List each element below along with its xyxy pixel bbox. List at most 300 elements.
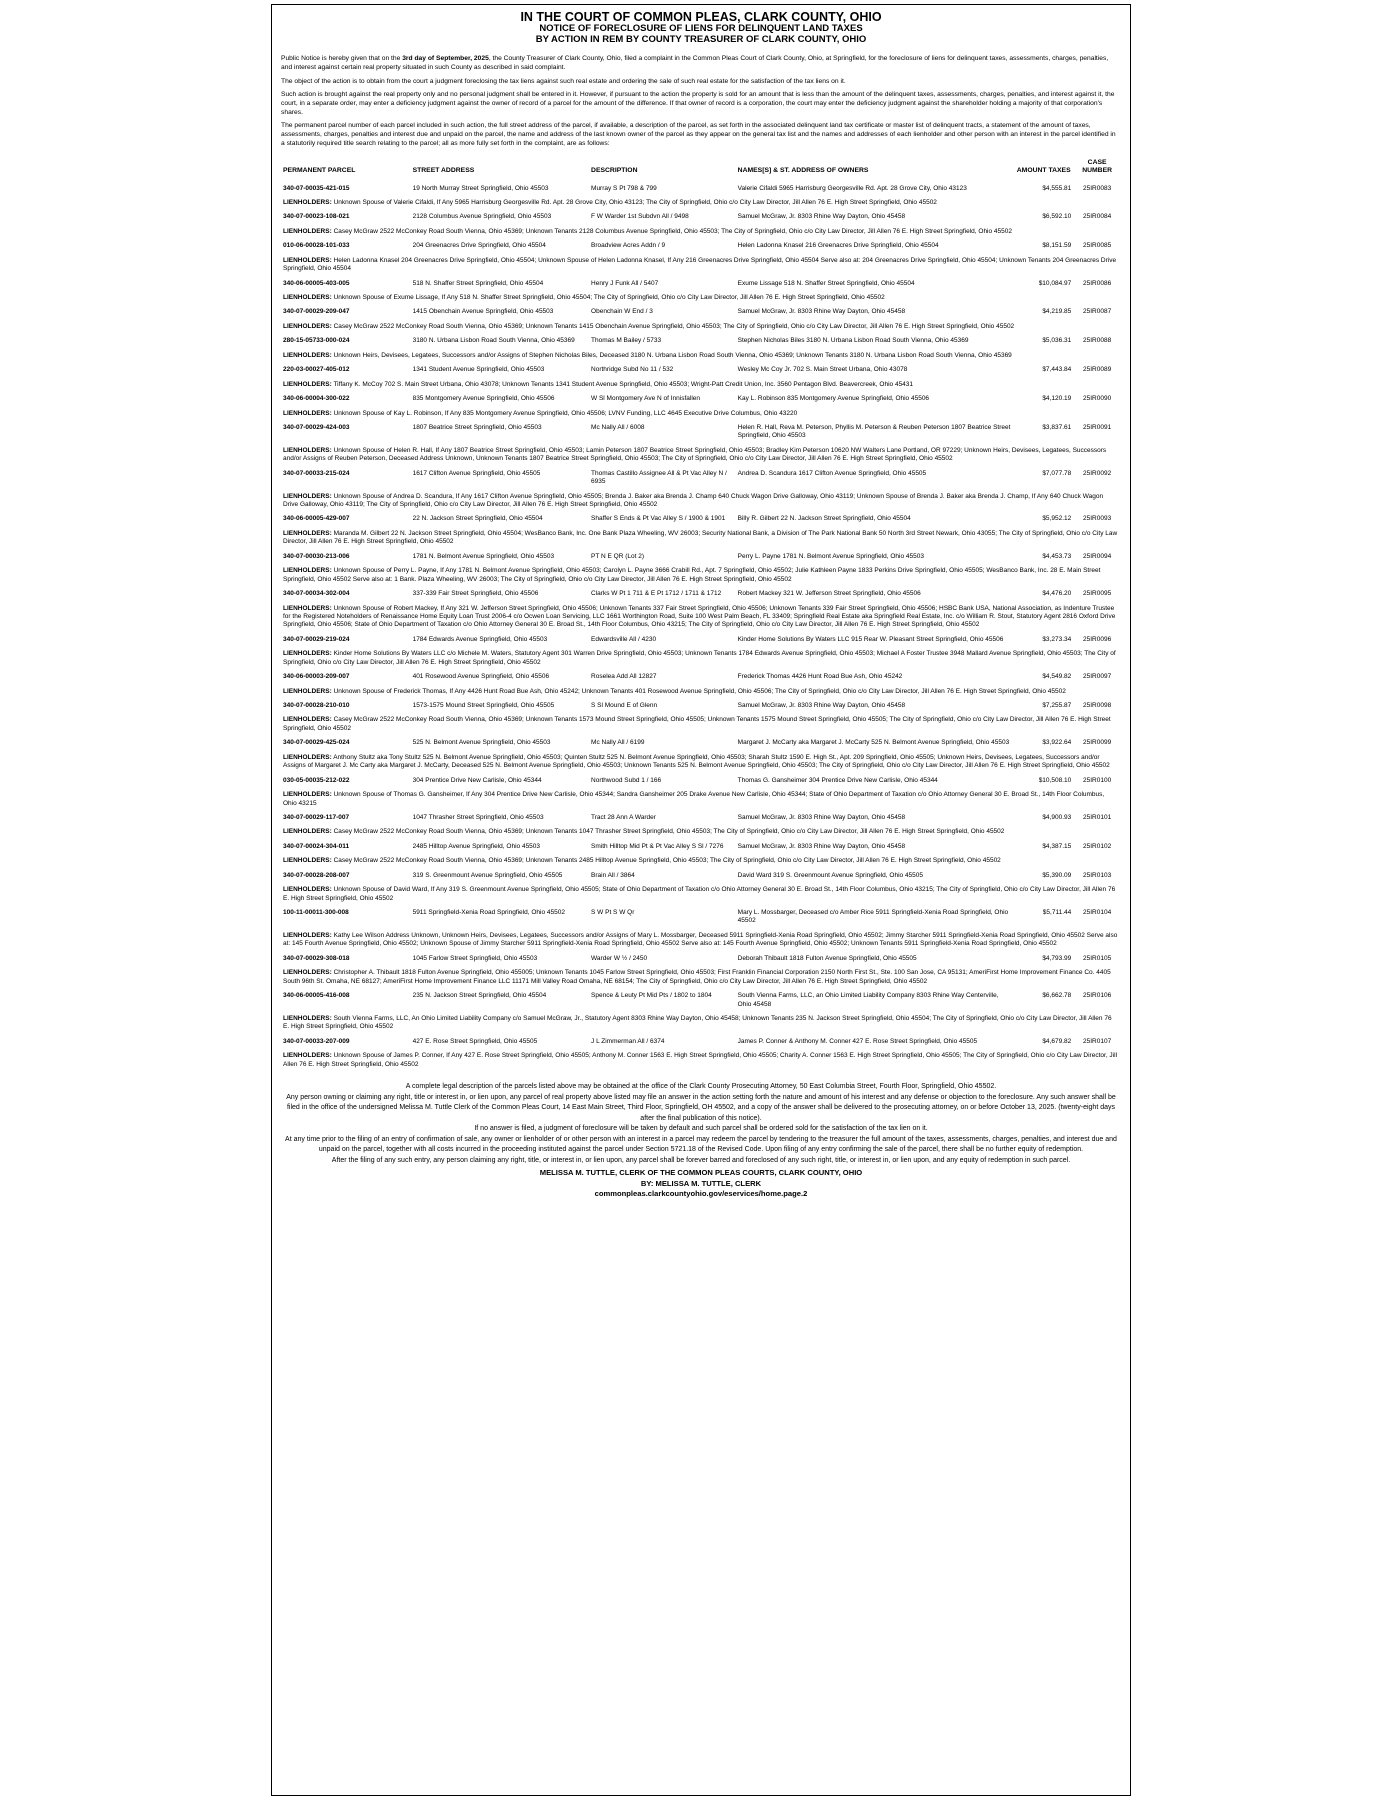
amount-taxes: $4,219.85	[1042, 308, 1072, 316]
lienholders-text: Tiffany K. McCoy 702 S. Main Street Urbana, Ohio 43078; Unknown Tenants 1341 Student Avenue Springfield, Ohio 45503; Wright-Patt Credit Union, Inc. 3560 Pentagon Blvd. Beavercreek, Ohio 45431	[333, 380, 914, 388]
owner-name-address: Exume Lissage 518 N. Shaffer Street Springfield, Ohio 45504	[737, 279, 915, 287]
amount-taxes: $4,476.20	[1042, 590, 1072, 598]
col-header-case: CASE NUMBER	[1082, 158, 1113, 175]
parcel-number: 030-05-00035-212-022	[283, 776, 350, 784]
street-address: 1341 Student Avenue Springfield, Ohio 45503	[412, 366, 545, 374]
lienholders-cell	[281, 650, 1121, 670]
clerk-title: MELISSA M. TUTTLE, CLERK OF THE COMMON PLEAS COURTS, CLARK COUNTY, OHIO	[539, 1168, 863, 1178]
parcel-description: S W Pt S W Qr	[591, 909, 635, 917]
parcel-row	[281, 392, 1121, 409]
case-number: 25IR0084	[1083, 213, 1112, 221]
col-header-parcel: PERMANENT PARCEL	[283, 167, 356, 175]
lienholders-row	[281, 886, 1121, 906]
lienholders-cell	[281, 294, 1121, 305]
lienholders-cell	[281, 352, 1121, 363]
lienholders-row	[281, 530, 1121, 550]
parcel-row	[281, 670, 1121, 687]
amount-taxes: $7,255.87	[1042, 702, 1072, 710]
parcel-number: 340-06-00004-300-022	[283, 395, 350, 403]
parcel-number: 340-06-00005-416-008	[283, 992, 350, 1000]
lienholders-label: LIENHOLDERS:	[283, 446, 332, 454]
parcel-number: 340-07-00029-424-003	[283, 423, 350, 431]
clerk-signature-block	[281, 1168, 1121, 1200]
case-number: 25IR0100	[1083, 776, 1112, 784]
owner-name-address: Samuel McGraw, Jr. 8303 Rhine Way Dayton, Ohio 45458	[737, 308, 906, 316]
parcel-number: 280-15-05733-000-024	[283, 337, 350, 345]
amount-taxes: $10,084.97	[1038, 279, 1072, 287]
lienholders-text: Unknown Spouse of Perry L. Payne, If Any 1781 N. Belmont Avenue Springfield, Ohio 45503; Carolyn L. Payne 3666 Crabill Rd., Apt. 7 Springfield, Ohio 45502; Julie Kathleen Payne 1833 Perkins Drive Springfield, Ohio 45505; WesBanco Bank, Inc. 28 E. Main Street Springfield, Ohio 45502 Serve also at: 1 Bank. Plaza Wheeling, WV 26003; The City of Springfield, Ohio c/o City Law Director, Jill Allen 76 E. High Street Springfield, Ohio 45502	[283, 567, 1101, 583]
lienholders-label: LIENHOLDERS:	[283, 529, 332, 537]
lienholders-label: LIENHOLDERS:	[283, 294, 332, 302]
case-number: 25IR0096	[1083, 635, 1112, 643]
street-address: 1573-1575 Mound Street Springfield, Ohio 45505	[412, 702, 555, 710]
amount-taxes: $4,793.99	[1042, 954, 1072, 962]
parcel-row	[281, 699, 1121, 716]
amount-taxes: $5,390.09	[1042, 871, 1072, 879]
notice-header	[281, 10, 1121, 45]
col-header-amount: AMOUNT TAXES	[1016, 167, 1071, 175]
case-number: 25IR0094	[1083, 552, 1112, 560]
street-address: 319 S. Greenmount Avenue Springfield, Ohio 45505	[412, 871, 563, 879]
lienholders-cell	[281, 257, 1121, 277]
owner-name-address: Frederick Thomas 4426 Hunt Road Bue Ash, Ohio 45242	[737, 673, 903, 681]
case-number: 25IR0097	[1083, 673, 1112, 681]
amount-taxes: $10,508.10	[1038, 776, 1072, 784]
amount-taxes: $6,592.10	[1042, 213, 1072, 221]
parcel-number: 340-07-00033-215-024	[283, 469, 350, 477]
lienholders-text: Unknown Spouse of Andrea D. Scandura, If Any 1617 Clifton Avenue Springfield, Ohio 45505; Brenda J. Baker aka Brenda J. Champ 640 Chuck Wagon Drive Galloway, Ohio 43119; Unknown Spouse of Brenda J. Baker aka Brenda J. Champ, If Any 640 Chuck Wagon Drive Galloway, Ohio 43119; The City of Springfield, Ohio c/o City Law Director, Jill Allen 76 E. High Street Springfield, Ohio 45502	[283, 492, 1104, 509]
lienholders-cell	[281, 493, 1121, 513]
intro-paragraph-4: The permanent parcel number of each parcel included in such action, the full street address of the parcel, if available, a description of the parcel, as set forth in the associated delinquent land tax certificate or master list of delinquent tracts, a statement of the amount of taxes, assessments, charges, penalties and interest due and unpaid on the parcel, the name and address of the last known owner of the parcel as they appear on the general tax list and the names and addresses of each lienholder and other person with an interest in the parcel identified in a statutorily required title search relating to the parcel; all as more fully set forth in the complaint, are as follows:	[281, 122, 1116, 147]
parcel-description: F W Warder 1st Subdvn All / 9498	[591, 213, 689, 221]
lienholders-cell	[281, 228, 1121, 239]
parcel-description: Smith Hilltop Mid Pt & Pt Vac Alley S Sl / 7276	[591, 842, 724, 850]
owner-name-address: Perry L. Payne 1781 N. Belmont Avenue Springfield, Ohio 45503	[737, 552, 924, 560]
lienholders-cell	[281, 447, 1121, 467]
footer-paragraph-1: A complete legal description of the parcels listed above may be obtained at the office of the Clark County Prosecuting Attorney, 50 East Columbia Street, Fourth Floor, Springfield, Ohio 45502.	[405, 1083, 997, 1091]
lienholders-label: LIENHOLDERS:	[283, 650, 332, 658]
lienholders-label: LIENHOLDERS:	[283, 492, 332, 500]
lienholders-label: LIENHOLDERS:	[283, 322, 332, 330]
parcel-row	[281, 467, 1121, 493]
lienholders-text: Unknown Spouse of James P. Conner, If Any 427 E. Rose Street Springfield, Ohio 45505; Anthony M. Conner 1563 E. High Street Springfield, Ohio 45505; Charity A. Conner 1563 E. High Street Springfield, Ohio 45505; The City of Springfield, Ohio c/o City Law Director, Jill Allen 76 E. High Street Springfield, Ohio 45502	[283, 1052, 1118, 1068]
lienholders-row	[281, 381, 1121, 392]
street-address: 1415 Obenchain Avenue Springfield, Ohio 45503	[412, 308, 554, 316]
lienholders-row	[281, 257, 1121, 277]
owner-name-address: Thomas G. Gansheimer 304 Prentice Drive New Carlisle, Ohio 45344	[737, 776, 938, 784]
parcel-description: Northwood Subd 1 / 166	[591, 776, 662, 784]
parcel-row	[281, 512, 1121, 529]
street-address: 1807 Beatrice Street Springfield, Ohio 45503	[412, 423, 542, 431]
owner-name-address: Billy R. Gilbert 22 N. Jackson Street Springfield, Ohio 45504	[737, 515, 911, 523]
lienholders-row	[281, 294, 1121, 305]
amount-taxes: $7,443.84	[1042, 366, 1072, 374]
lienholders-text: Kinder Home Solutions By Waters LLC c/o Michele M. Waters, Statutory Agent 301 Warren Drive Springfield, Ohio 45503; Unknown Tenants 1784 Edwards Avenue Springfield, Ohio 45503; Michael A Foster Trustee 3948 Mallard Avenue Springfield, Ohio 45503; The City of Springfield, Ohio c/o City Law Director, Jill Allen 76 E. High Street Springfield, Ohio 45502	[283, 650, 1116, 666]
lienholders-text: Maranda M. Gilbert 22 N. Jackson Street Springfield, Ohio 45504; WesBanco Bank, Inc. One Bank Plaza Wheeling, WV 26003; Security National Bank, a Division of The Park National Bank 50 North 3rd Street Newark, Ohio 43055; The City of Springfield, Ohio c/o City Law Director, Jill Allen 76 E. High Street Springfield, Ohio 45502	[283, 529, 1118, 546]
lienholders-row	[281, 228, 1121, 239]
owner-name-address: Helen Ladonna Knasel 216 Greenacres Drive Springfield, Ohio 45504	[737, 242, 939, 250]
footer-paragraph-3: If no answer is filed, a judgment of foreclosure will be taken by default and such parcel shall be ordered sold for the satisfaction of the tax lien on it.	[474, 1125, 928, 1133]
lienholders-cell	[281, 886, 1121, 906]
amount-taxes: $6,662.78	[1042, 992, 1072, 1000]
case-number: 25IR0098	[1083, 702, 1112, 710]
intro-paragraph-3: Such action is brought against the real property only and no personal judgment shall be entered in it. However, if pursuant to the action the property is sold for an amount that is less than the amount of the delinquent taxes, assessments, charges, penalties, and interest against it, the court, in a separate order, may enter a deficiency judgment against the owner of record of a parcel for the amount of the difference. If that owner of record is a corporation, the court may enter the deficiency judgment against the shareholder holding a majority of that corporation's shares.	[281, 91, 1115, 116]
street-address: 22 N. Jackson Street Springfield, Ohio 45504	[412, 515, 543, 523]
notice-footer	[281, 1082, 1121, 1166]
parcel-number: 340-06-00005-429-007	[283, 515, 350, 523]
lienholders-cell	[281, 323, 1121, 334]
parcel-row	[281, 550, 1121, 567]
street-address: 1045 Farlow Street Springfield, Ohio 45503	[412, 954, 538, 962]
case-number: 25IR0083	[1083, 184, 1112, 192]
lienholders-row	[281, 791, 1121, 811]
parcel-row	[281, 421, 1121, 447]
parcel-description: Roselea Add All 12827	[591, 673, 657, 681]
street-address: 1784 Edwards Avenue Springfield, Ohio 45503	[412, 635, 548, 643]
parcel-row	[281, 182, 1121, 199]
lienholders-cell	[281, 969, 1121, 989]
lienholders-label: LIENHOLDERS:	[283, 198, 332, 206]
filing-date: 3rd day of September, 2025	[402, 55, 489, 63]
parcel-number: 340-07-00023-108-021	[283, 213, 350, 221]
amount-taxes: $8,151.59	[1042, 242, 1072, 250]
owner-name-address: Robert Mackey 321 W. Jefferson Street Springfield, Ohio 45506	[737, 590, 921, 598]
parcel-number: 340-07-00028-208-007	[283, 871, 350, 879]
lienholders-text: Casey McGraw 2522 McConkey Road South Vienna, Ohio 45369; Unknown Tenants 1047 Thrasher Street Springfield, Ohio 45503; The City of Springfield, Ohio c/o City Law Director, Jill Allen 76 E. High Street Springfield, Ohio 45502	[333, 828, 1005, 836]
lienholders-text: Kathy Lee Wilson Address Unknown, Unknown Heirs, Devisees, Legatees, Successors and/or Assigns of Mary L. Mossbarger, Deceased 5911 Springfield-Xenia Road Springfield, Ohio 45502; Jimmy Starcher 5911 Springfield-Xenia Road Springfield, Ohio 45502 Serve also at: 145 Fourth Avenue Springfield, Ohio 45502; Unknown Spouse of Jimmy Starcher 5911 Springfield-Xenia Road Springfield, Ohio 45502 Serve also at: 145 Fourth Avenue Springfield, Ohio 45502; Unknown Tenants 5911 Springfield-Xenia Road Springfield, Ohio 45502	[283, 931, 1118, 948]
case-number: 25IR0106	[1083, 992, 1112, 1000]
parcel-description: Broadview Acres Addn / 9	[591, 242, 666, 250]
street-address: 1781 N. Belmont Avenue Springfield, Ohio 45503	[412, 552, 555, 560]
lienholders-row	[281, 650, 1121, 670]
lienholders-row	[281, 688, 1121, 699]
lienholders-label: LIENHOLDERS:	[283, 1052, 332, 1060]
intro-text: , the County Treasurer of Clark County, Ohio, filed a complaint in the Common Pleas Court of Clark County, Ohio, at Springfield, for the foreclosure of liens for delinquent taxes, assessments, charges, penalties, and interest against certain real property situated in such County as described in said complaint.	[281, 55, 1109, 71]
lienholders-row	[281, 567, 1121, 587]
intro-paragraph-1	[281, 55, 1121, 72]
lienholders-cell	[281, 828, 1121, 839]
parcel-row	[281, 587, 1121, 604]
lienholders-label: LIENHOLDERS:	[283, 931, 332, 939]
parcel-description: Thomas Castillo Assignee All & Pt Vac Alley N / 6935	[591, 469, 727, 486]
lienholders-text: Anthony Stultz aka Tony Stultz 525 N. Belmont Avenue Springfield, Ohio 45503; Quinten Stultz 525 N. Belmont Avenue Springfield, Ohio 45503; Sharah Stultz 1590 E. High St., Apt. 209 Springfield, Ohio 45505; Unknown Heirs, Devisees, Legatees, Successors and/or Assigns of Margaret J. Mc Carty aka Margaret J. McCarty, Deceased 525 N. Belmont Avenue Springfield, Ohio 45503; Unknown Tenants 525 N. Belmont Avenue Springfield, Ohio 45503; The City of Springfield, Ohio c/o City Law Director, Jill Allen 76 E. High Street Springfield, Ohio 45502	[283, 753, 1110, 770]
lienholders-row	[281, 199, 1121, 210]
lienholders-label: LIENHOLDERS:	[283, 857, 332, 865]
table-header-row	[281, 159, 1121, 182]
court-url: commonpleas.clarkcountyohio.gov/eservices/home.page.2	[594, 1189, 808, 1199]
lienholders-row	[281, 716, 1121, 736]
parcel-number: 340-06-00003-209-007	[283, 673, 350, 681]
parcel-description: W Sl Montgomery Ave N of Innisfallen	[591, 395, 701, 403]
street-address: 1047 Thrasher Street Springfield, Ohio 45503	[412, 813, 544, 821]
street-address: 204 Greenacres Drive Springfield, Ohio 45504	[412, 242, 546, 250]
case-number: 25IR0087	[1083, 308, 1112, 316]
parcel-row	[281, 811, 1121, 828]
lienholders-cell	[281, 530, 1121, 550]
lienholders-label: LIENHOLDERS:	[283, 828, 332, 836]
lienholders-text: Casey McGraw 2522 McConkey Road South Vienna, Ohio 45369; Unknown Tenants 1573 Mound Street Springfield, Ohio 45505; Unknown Tenants 1575 Mound Street Springfield, Ohio 45505; The City of Springfield, Ohio c/o City Law Director, Jill Allen 76 E. High Street Springfield, Ohio 45502	[283, 716, 1111, 732]
amount-taxes: $4,549.82	[1042, 673, 1072, 681]
lienholders-text: Unknown Spouse of Thomas G. Gansheimer, If Any 304 Prentice Drive New Carlisle, Ohio 45344; Sandra Gansheimer 205 Drake Avenue New Carlisle, Ohio 45344; State of Ohio Department of Taxation c/o Ohio Attorney General 30 E. Broad St., 14th Floor Columbus, Ohio 43215	[283, 791, 1105, 807]
parcel-number: 340-07-00029-219-024	[283, 635, 350, 643]
parcel-row	[281, 210, 1121, 227]
parcel-number: 340-07-00029-117-007	[283, 813, 350, 821]
lienholders-text: Helen Ladonna Knasel 204 Greenacres Drive Springfield, Ohio 45504; Unknown Spouse of Helen Ladonna Knasel, If Any 216 Greenacres Drive Springfield, Ohio 45504 Serve also at: 204 Greenacres Drive Springfield, Ohio 45504; Unknown Tenants 204 Greenacres Drive Springfield, Ohio 45504	[283, 256, 1117, 273]
amount-taxes: $5,036.31	[1042, 337, 1072, 345]
lienholders-text: Unknown Spouse of Frederick Thomas, If Any 4426 Hunt Road Bue Ash, Ohio 45242; Unknown Tenants 401 Rosewood Avenue Springfield, Ohio 45506; The City of Springfield, Ohio c/o City Law Director, Jill Allen 76 E. High Street Springfield, Ohio 45502	[333, 687, 1066, 695]
owner-name-address: Kinder Home Solutions By Waters LLC 915 Rear W. Pleasant Street Springfield, Ohio 45506	[737, 635, 1004, 643]
parcel-row	[281, 774, 1121, 791]
lienholders-row	[281, 1052, 1121, 1072]
lienholders-cell	[281, 716, 1121, 736]
lienholders-label: LIENHOLDERS:	[283, 351, 332, 359]
street-address: 518 N. Shaffer Street Springfield, Ohio 45504	[412, 279, 544, 287]
intro-paragraph-2: The object of the action is to obtain from the court a judgment foreclosing the tax liens against such real estate and ordering the sale of such real estate for the satisfaction of the tax liens on it.	[281, 77, 846, 85]
amount-taxes: $3,837.61	[1042, 423, 1072, 431]
lienholders-text: Unknown Spouse of Valerie Cifaldi, If Any 5965 Harrisburg Georgesville Rd. Apt. 28 Grove City, Ohio 43123; The City of Springfield, Ohio c/o City Law Director, Jill Allen 76 E. High Street Springfield, Ohio 45502	[333, 198, 937, 206]
street-address: 427 E. Rose Street Springfield, Ohio 45505	[412, 1037, 538, 1045]
case-number: 25IR0088	[1083, 337, 1112, 345]
lienholders-cell	[281, 857, 1121, 868]
parcel-description: Brain All / 3864	[591, 871, 635, 879]
owner-name-address: Samuel McGraw, Jr. 8303 Rhine Way Dayton, Ohio 45458	[737, 813, 906, 821]
parcel-row	[281, 334, 1121, 351]
parcel-description: S Sl Mound E of Glenn	[591, 702, 658, 710]
notice-subtitle: NOTICE OF FORECLOSURE OF LIENS FOR DELINQUENT LAND TAXES	[539, 23, 863, 34]
parcel-table-body	[281, 182, 1121, 1073]
lienholders-label: LIENHOLDERS:	[283, 604, 332, 612]
street-address: 5911 Springfield-Xenia Road Springfield, Ohio 45502	[412, 909, 565, 917]
owner-name-address: Mary L. Mossbarger, Deceased c/o Amber Rice 5911 Springfield-Xenia Road Springfield, Ohio 45502	[737, 909, 1009, 925]
parcel-description: Spence & Leuty Pt Mid Pts / 1802 to 1804	[591, 992, 712, 1000]
parcel-description: Mc Nally All / 6199	[591, 739, 645, 747]
parcel-description: Clarks W Pt 1 711 & E Pt 1712 / 1711 & 1712	[591, 590, 722, 598]
parcel-number: 340-07-00029-209-047	[283, 308, 350, 316]
lienholders-text: Unknown Spouse of Robert Mackey, If Any 321 W. Jefferson Street Springfield, Ohio 45506; Unknown Tenants 337 Fair Street Springfield, Ohio 45506; Unknown Tenants 339 Fair Street Springfield, Ohio 45506; HSBC Bank USA, National Association, as Indenture Trustee for the Registered Noteholders of Renaissance Home Equity Loan Trust 2006-4 c/o Ocwen Loan Servicing, LLC 1661 Worthington Road, Suite 100 West Palm Beach, FL 33409; Springfield Real Estate aka Springfield Real Estate, Inc. c/o William R. Stout, Statutory Agent 2816 Oxford Drive Springfield, Ohio 45506; State of Ohio Department of Taxation c/o Ohio Attorney General 30 E. Broad St., 14th Floor Columbus, Ohio 43215; The City of Springfield, Ohio c/o City Law Director, Jill Allen 76 E. High Street Springfield, Ohio 45502	[283, 604, 1116, 629]
parcel-row	[281, 305, 1121, 322]
lienholders-cell	[281, 754, 1121, 774]
lienholders-text: Unknown Spouse of Kay L. Robinson, If Any 835 Montgomery Avenue Springfield, Ohio 45506; LVNV Funding, LLC 4645 Executive Drive Columbus, Ohio 43220	[333, 409, 798, 417]
footer-paragraph-2: Any person owning or claiming any right, title or interest in, or lien upon, any parcel of real property above listed may file an answer in the action setting forth the nature and amount of his interest and any defense or objection to the foreclosure. Any such answer shall be filed in the office of the undersigned Melissa M. Tuttle Clerk of the Common Pleas Court, 14 East Main Street, Third Floor, Springfield, OH 45502, and a copy of the answer shall be delivered to the prosecuting attorney, on or before October 13, 2025. (twenty-eight days after the final publication of this notice).	[286, 1093, 1116, 1122]
owner-name-address: Andrea D. Scandura 1617 Clifton Avenue Springfield, Ohio 45505	[737, 469, 927, 477]
parcel-description: Northridge Subd No 11 / 532	[591, 366, 674, 374]
owner-name-address: Wesley Mc Coy Jr. 702 S. Main Street Urbana, Ohio 43078	[737, 366, 908, 374]
street-address: 235 N. Jackson Street Springfield, Ohio 45504	[412, 992, 547, 1000]
lienholders-text: Unknown Spouse of Exume Lissage, If Any 518 N. Shaffer Street Springfield, Ohio 45504; The City of Springfield, Ohio c/o City Law Director, Jill Allen 76 E. High Street Springfield, Ohio 45502	[333, 294, 885, 302]
case-number: 25IR0090	[1083, 395, 1112, 403]
parcel-row	[281, 633, 1121, 650]
lienholders-row	[281, 932, 1121, 952]
amount-taxes: $4,120.19	[1042, 395, 1072, 403]
lienholders-label: LIENHOLDERS:	[283, 716, 332, 724]
lienholders-text: South Vienna Farms, LLC, An Ohio Limited Liability Company c/o Samuel McGraw, Jr., Statutory Agent 8303 Rhine Way Dayton, Ohio 45458; Unknown Tenants 235 N. Jackson Street Springfield, Ohio 45504; The City of Springfield, Ohio c/o City Law Director, Jill Allen 76 E. High Street Springfield, Ohio 45502	[283, 1014, 1112, 1031]
lienholders-text: Casey McGraw 2522 McConkey Road South Vienna, Ohio 45369; Unknown Tenants 2485 Hilltop Avenue Springfield, Ohio 45503; The City of Springfield, Ohio c/o City Law Director, Jill Allen 76 E. High Street Springfield, Ohio 45502	[333, 857, 1001, 865]
lienholders-text: Christopher A. Thibault 1818 Fulton Avenue Springfield, Ohio 455005; Unknown Tenants 1045 Farlow Street Springfield, Ohio 45503; First Franklin Financial Corporation 2150 North First St., Ste. 100 San Jose, CA 95131; AmeriFirst Home Improvement Finance Co. 4405 South 96th St. Omaha, NE 68127; AmeriFirst Home Improvement Finance LLC 11171 Mill Valley Road Omaha, NE 68154; The City of Springfield, Ohio c/o City Law Director, Jill Allen 76 E. High Street Springfield, Ohio 45502	[283, 969, 1111, 985]
lienholders-row	[281, 1015, 1121, 1035]
parcel-description: Shaffer S Ends & Pt Vac Alley S / 1900 & 1901	[591, 515, 726, 523]
footer-paragraph-5: After the filing of any such entry, any person claiming any right, title, or interest in, or lien upon, any parcel shall be forever barred and foreclosed of any such right, title, or interest in, or lien upon, and any equity of redemption in such parcel.	[331, 1156, 1071, 1164]
amount-taxes: $3,273.34	[1042, 635, 1072, 643]
amount-taxes: $4,900.93	[1042, 813, 1072, 821]
owner-name-address: Deborah Thibault 1818 Fulton Avenue Springfield, Ohio 45505	[737, 954, 917, 962]
lienholders-cell	[281, 1015, 1121, 1035]
amount-taxes: $5,952.12	[1042, 515, 1072, 523]
case-number: 25IR0102	[1083, 842, 1112, 850]
owner-name-address: Kay L. Robinson 835 Montgomery Avenue Springfield, Ohio 45506	[737, 395, 930, 403]
parcel-description: Edwardsville All / 4230	[591, 635, 657, 643]
lienholders-row	[281, 857, 1121, 868]
amount-taxes: $7,077.78	[1042, 469, 1072, 477]
case-number: 25IR0101	[1083, 813, 1112, 821]
parcel-number: 340-07-00029-425-024	[283, 739, 350, 747]
parcel-row	[281, 952, 1121, 969]
lienholders-row	[281, 410, 1121, 421]
street-address: 835 Montgomery Avenue Springfield, Ohio 45506	[412, 395, 555, 403]
lienholders-label: LIENHOLDERS:	[283, 227, 332, 235]
case-number: 25IR0105	[1083, 954, 1112, 962]
parcel-description: J L Zimmerman All / 6374	[591, 1037, 665, 1045]
case-number: 25IR0093	[1083, 515, 1112, 523]
lienholders-row	[281, 828, 1121, 839]
parcel-description: Murray S Pt 798 & 799	[591, 184, 657, 192]
lienholders-row	[281, 754, 1121, 774]
lienholders-label: LIENHOLDERS:	[283, 886, 332, 894]
lienholders-text: Casey McGraw 2522 McConkey Road South Vienna, Ohio 45369; Unknown Tenants 1415 Obenchain Avenue Springfield, Ohio 45503; The City of Springfield, Ohio c/o City Law Director, Jill Allen 76 E. High Street Springfield, Ohio 45502	[333, 322, 1015, 330]
street-address: 525 N. Belmont Avenue Springfield, Ohio 45503	[412, 739, 551, 747]
lienholders-row	[281, 323, 1121, 334]
case-number: 25IR0089	[1083, 366, 1112, 374]
clerk-byline: BY: MELISSA M. TUTTLE, CLERK	[640, 1178, 762, 1188]
owner-name-address: South Vienna Farms, LLC, an Ohio Limited Liability Company 8303 Rhine Way Centerville, Ohio 45458	[737, 992, 999, 1008]
street-address: 19 North Murray Street Springfield, Ohio 45503	[412, 184, 549, 192]
lienholders-label: LIENHOLDERS:	[283, 380, 332, 388]
lienholders-cell	[281, 605, 1121, 633]
intro-text: Public Notice is hereby given that on the	[281, 55, 403, 63]
parcel-description: Tract 28 Ann A Warder	[591, 813, 656, 821]
lienholders-cell	[281, 1052, 1121, 1072]
owner-name-address: Samuel McGraw, Jr. 8303 Rhine Way Dayton, Ohio 45458	[737, 842, 906, 850]
street-address: 304 Prentice Drive New Carlisle, Ohio 45344	[412, 776, 542, 784]
parcel-row	[281, 840, 1121, 857]
lienholders-label: LIENHOLDERS:	[283, 256, 332, 264]
lienholders-label: LIENHOLDERS:	[283, 1014, 332, 1022]
lienholders-label: LIENHOLDERS:	[283, 791, 332, 799]
street-address: 1617 Clifton Avenue Springfield, Ohio 45505	[412, 469, 541, 477]
lienholders-label: LIENHOLDERS:	[283, 687, 332, 695]
parcel-row	[281, 989, 1121, 1015]
parcel-number: 100-11-00011-300-008	[283, 909, 349, 917]
parcel-description: Henry J Funk All / 5407	[591, 279, 659, 287]
amount-taxes: $4,679.82	[1042, 1037, 1072, 1045]
street-address: 2128 Columbus Avenue Springfield, Ohio 45503	[412, 213, 552, 221]
owner-name-address: Margaret J. McCarty aka Margaret J. McCarty 525 N. Belmont Avenue Springfield, Ohio 45503	[737, 739, 1010, 747]
lienholders-label: LIENHOLDERS:	[283, 409, 332, 417]
parcel-number: 340-07-00035-421-015	[283, 184, 350, 192]
amount-taxes: $3,922.64	[1042, 739, 1072, 747]
parcel-row	[281, 277, 1121, 294]
parcel-description: PT N E QR (Lot 2)	[591, 552, 645, 560]
notice-subtitle-2: BY ACTION IN REM BY COUNTY TREASURER OF CLARK COUNTY, OHIO	[535, 33, 867, 45]
lienholders-row	[281, 493, 1121, 513]
parcel-description: Mc Nally All / 6008	[591, 423, 645, 431]
parcel-description: Thomas M Bailey / 5733	[591, 337, 662, 345]
lienholders-row	[281, 605, 1121, 633]
lienholders-cell	[281, 381, 1121, 392]
lienholders-text: Unknown Spouse of David Ward, If Any 319 S. Greenmount Avenue Springfield, Ohio 45505; State of Ohio Department of Taxation c/o Ohio Attorney General 30 E. Broad St., 14th Floor Columbus, Ohio 43215; The City of Springfield, Ohio c/o City Law Director, Jill Allen 76 E. High Street Springfield, Ohio 45502	[283, 886, 1116, 902]
notice-intro	[281, 55, 1121, 148]
lienholders-cell	[281, 932, 1121, 952]
parcel-number: 340-07-00029-308-018	[283, 954, 350, 962]
owner-name-address: James P. Conner & Anthony M. Conner 427 E. Rose Street Springfield, Ohio 45505	[737, 1037, 978, 1045]
parcel-number: 340-07-00030-213-006	[283, 552, 350, 560]
parcel-number: 340-07-00024-304-011	[283, 842, 350, 850]
case-number: 25IR0099	[1083, 739, 1112, 747]
footer-paragraph-4: At any time prior to the filing of an entry of confirmation of sale, any owner or lienholder of or other person with an interest in a parcel may redeem the parcel by tendering to the treasurer the full amount of the taxes, assessments, charges, penalties, and interest due and unpaid on the parcel, together with all costs incurred in the proceeding instituted against the parcel under Section 5721.18 of the Revised Code. Upon filing of any entry confirming the sale of the parcel, there shall be no further equity of redemption.	[285, 1135, 1117, 1154]
col-header-street: STREET ADDRESS	[412, 167, 475, 175]
parcel-row	[281, 239, 1121, 256]
owner-name-address: Stephen Nicholas Biles 3180 N. Urbana Lisbon Road South Vienna, Ohio 45369	[737, 337, 969, 345]
case-number: 25IR0107	[1083, 1037, 1112, 1045]
lienholders-text: Unknown Spouse of Helen R. Hall, If Any 1807 Beatrice Street Springfield, Ohio 45503; Lamin Peterson 1807 Beatrice Street Springfield, Ohio 45503; Bradley Kim Peterson 10620 NW Walters Lane Portland, OR 97229; Unknown Heirs, Devisees, Legatees, Successors and/or Assigns of Reuben Peterson, Deceased Address Unknown, Unknown Tenants 1807 Beatrice Street Springfield, Ohio 45503; The City of Springfield, Ohio c/o City Law Director, Jill Allen 76 E. High Street Springfield, Ohio 45502	[283, 446, 1107, 463]
parcel-description: Warder W ½ / 2450	[591, 954, 648, 962]
parcel-number: 340-06-00005-403-005	[283, 279, 350, 287]
case-number: 25IR0086	[1083, 279, 1112, 287]
lienholders-cell	[281, 199, 1121, 210]
street-address: 337-339 Fair Street Springfield, Ohio 45506	[412, 590, 539, 598]
case-number: 25IR0103	[1083, 871, 1112, 879]
parcel-row	[281, 736, 1121, 753]
lienholders-text: Unknown Heirs, Devisees, Legatees, Successors and/or Assigns of Stephen Nicholas Biles, Deceased 3180 N. Urbana Lisbon Road South Vienna, Ohio 45369; Unknown Tenants 3180 N. Urbana Lisbon Road South Vienna, Ohio 45369	[333, 351, 1012, 359]
case-number: 25IR0104	[1083, 909, 1112, 917]
lienholders-label: LIENHOLDERS:	[283, 567, 332, 575]
parcel-row	[281, 1035, 1121, 1052]
parcel-row	[281, 363, 1121, 380]
lienholders-cell	[281, 567, 1121, 587]
lienholders-cell	[281, 410, 1121, 421]
street-address: 2485 Hilltop Avenue Springfield, Ohio 45503	[412, 842, 541, 850]
street-address: 401 Rosewood Avenue Springfield, Ohio 45506	[412, 673, 550, 681]
col-header-owners: NAMES[S] & ST. ADDRESS OF OWNERS	[737, 167, 869, 175]
lienholders-text: Casey McGraw 2522 McConkey Road South Vienna, Ohio 45369; Unknown Tenants 2128 Columbus Avenue Springfield, Ohio 45503; The City of Springfield, Ohio c/o City Law Director, Jill Allen 76 E. High Street Springfield, Ohio 45502	[333, 227, 1012, 235]
amount-taxes: $4,387.15	[1042, 842, 1072, 850]
lienholders-cell	[281, 791, 1121, 811]
owner-name-address: Samuel McGraw, Jr. 8303 Rhine Way Dayton, Ohio 45458	[737, 702, 906, 710]
case-number: 25IR0091	[1083, 423, 1112, 431]
parcel-table	[281, 159, 1121, 1073]
parcel-number: 340-07-00033-207-009	[283, 1037, 350, 1045]
street-address: 3180 N. Urbana Lisbon Road South Vienna, Ohio 45369	[412, 337, 575, 345]
parcel-number: 010-06-00028-101-033	[283, 242, 350, 250]
lienholders-row	[281, 969, 1121, 989]
col-header-description: DESCRIPTION	[591, 167, 638, 175]
amount-taxes: $5,711.44	[1042, 909, 1072, 917]
owner-name-address: Samuel McGraw, Jr. 8303 Rhine Way Dayton, Ohio 45458	[737, 213, 906, 221]
owner-name-address: Helen R. Hall, Reva M. Peterson, Phyllis M. Peterson & Reuben Peterson 1807 Beatrice Street Springfield, Ohio 45503	[737, 423, 1011, 440]
case-number: 25IR0095	[1083, 590, 1112, 598]
lienholders-row	[281, 352, 1121, 363]
lienholders-label: LIENHOLDERS:	[283, 969, 332, 977]
parcel-row	[281, 906, 1121, 932]
owner-name-address: David Ward 319 S. Greenmount Avenue Springfield, Ohio 45505	[737, 871, 924, 879]
legal-notice	[271, 4, 1131, 1796]
parcel-number: 220-03-00027-405-012	[283, 366, 350, 374]
parcel-number: 340-07-00034-302-004	[283, 590, 350, 598]
parcel-number: 340-07-00028-210-010	[283, 702, 350, 710]
lienholders-cell	[281, 688, 1121, 699]
owner-name-address: Valerie Cifaldi 5965 Harrisburg Georgesville Rd. Apt. 28 Grove City, Ohio 43123	[737, 184, 967, 192]
parcel-description: Obenchain W End / 3	[591, 308, 653, 316]
amount-taxes: $4,453.73	[1042, 552, 1072, 560]
